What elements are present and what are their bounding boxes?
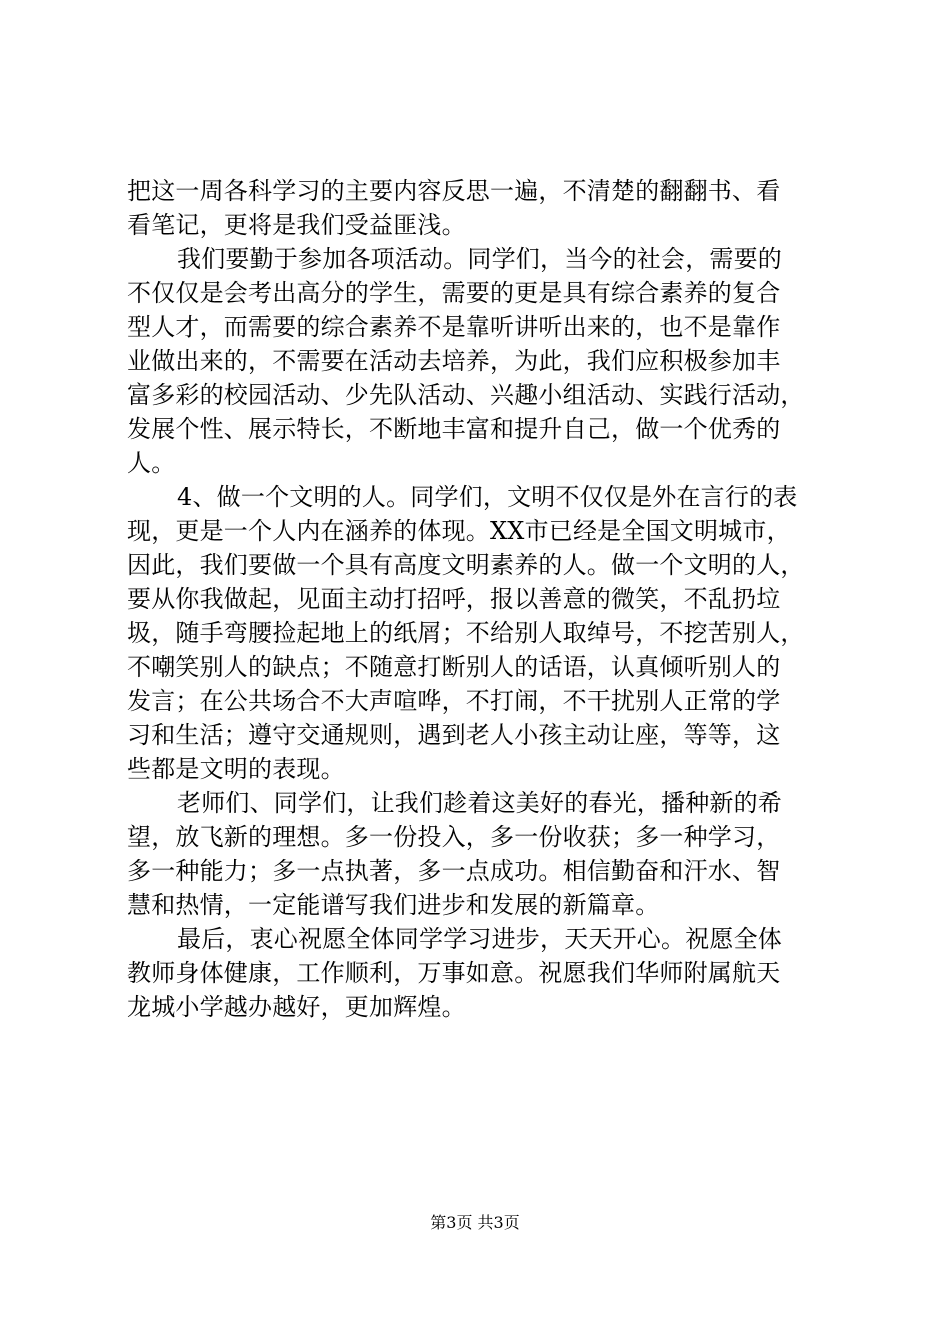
paragraph-start-line: 老师们、同学们，让我们趁着这美好的春光，播种新的希 [177,789,782,817]
text-line: 型人才，而需要的综合素养不是靠听讲听出来的，也不是靠作 [127,313,781,341]
text-line: 因此，我们要做一个具有高度文明素养的人。做一个文明的人， [127,551,805,579]
page-number-footer: 第3页 共3页 [430,1213,520,1232]
text-line: 不嘲笑别人的缺点；不随意打断别人的话语，认真倾听别人的 [127,653,781,681]
text-line: 现，更是一个人内在涵养的体现。XX市已经是全国文明城市， [127,517,791,545]
text-line: 把这一周各科学习的主要内容反思一遍，不清楚的翻翻书、看 [127,177,781,205]
document-body [127,174,827,1024]
text-line: 龙城小学越办越好，更加辉煌。 [127,993,466,1021]
text-line: 不仅仅是会考出高分的学生，需要的更是具有综合素养的复合 [127,279,781,307]
text-line: 富多彩的校园活动、少先队活动、兴趣小组活动、实践行活动， [127,381,805,409]
text-line: 望，放飞新的理想。多一份投入，多一份收获；多一种学习， [127,823,781,851]
text-line: 发展个性、展示特长，不断地丰富和提升自己，做一个优秀的 [127,415,781,443]
paragraph-start-line: 我们要勤于参加各项活动。同学们，当今的社会，需要的 [177,245,782,273]
text-line: 发言；在公共场合不大声喧哗，不打闹，不干扰别人正常的学 [127,687,781,715]
text-line: 教师身体健康，工作顺利，万事如意。祝愿我们华师附属航天 [127,959,781,987]
text-line: 看笔记，更将是我们受益匪浅。 [127,211,466,239]
paragraph-start-line: 4、做一个文明的人。同学们，文明不仅仅是外在言行的表 [177,483,798,511]
text-line: 慧和热情，一定能谱写我们进步和发展的新篇章。 [127,891,660,919]
text-line: 人。 [127,449,176,477]
text-line: 圾，随手弯腰捡起地上的纸屑；不给别人取绰号，不挖苦别人， [127,619,805,647]
text-line: 多一种能力；多一点执著，多一点成功。相信勤奋和汗水、智 [127,857,781,885]
paragraph-start-line: 最后，衷心祝愿全体同学学习进步，天天开心。祝愿全体 [177,925,782,953]
text-line: 业做出来的，不需要在活动去培养，为此，我们应积极参加丰 [127,347,781,375]
text-line: 些都是文明的表现。 [127,755,345,783]
text-line: 要从你我做起，见面主动打招呼，报以善意的微笑，不乱扔垃 [127,585,781,613]
text-line: 习和生活；遵守交通规则，遇到老人小孩主动让座，等等，这 [127,721,781,749]
